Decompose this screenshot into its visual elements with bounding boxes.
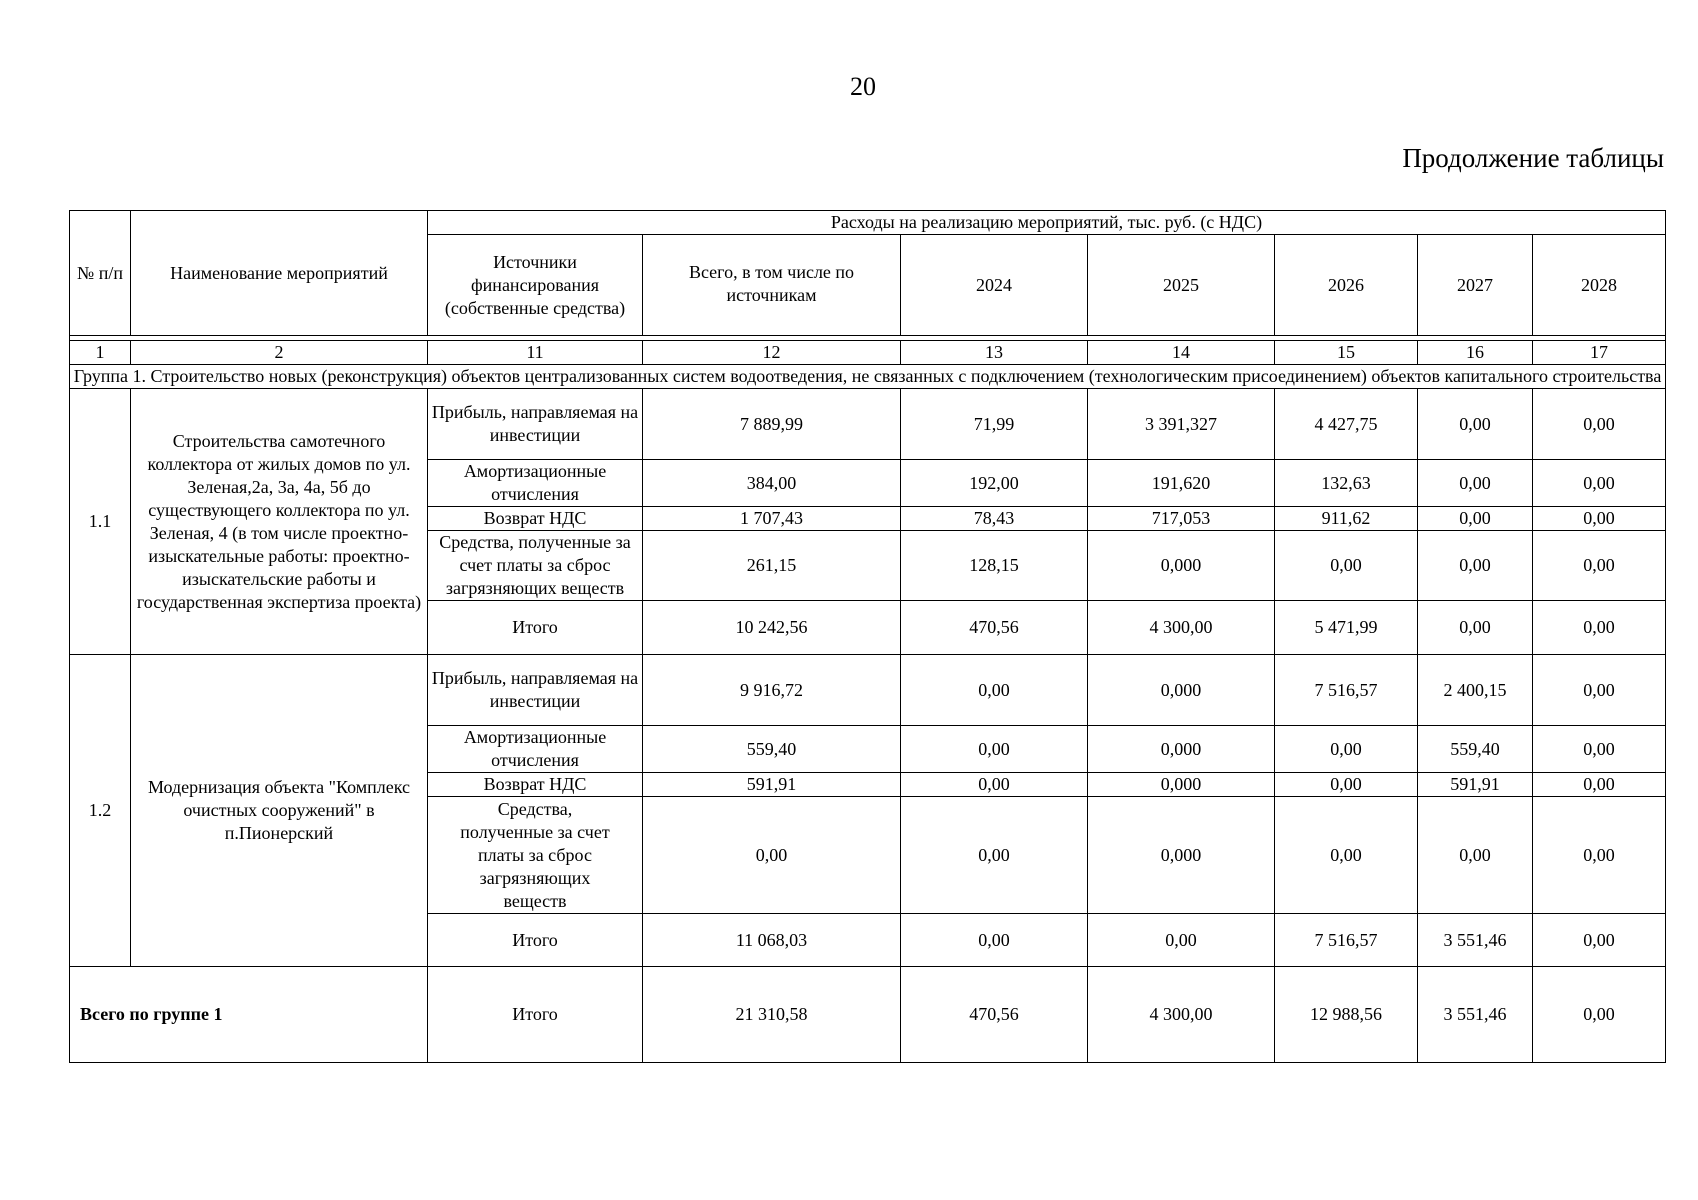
value-cell: 191,620	[1088, 460, 1275, 507]
value-cell: 5 471,99	[1275, 601, 1418, 655]
value-cell: 0,00	[1418, 601, 1533, 655]
expenses-table	[69, 210, 1666, 1063]
value-cell: 0,00	[1418, 797, 1533, 914]
value-cell: 78,43	[901, 507, 1088, 531]
header-year: 2025	[1088, 235, 1275, 336]
header-total: Всего, в том числе по источникам	[643, 235, 901, 336]
value-cell: 0,00	[1533, 914, 1666, 967]
value-cell: 0,00	[901, 914, 1088, 967]
value-cell: 0,00	[1418, 507, 1533, 531]
value-cell: 559,40	[1418, 726, 1533, 773]
value-cell: 470,56	[901, 601, 1088, 655]
item-name: Модернизация объекта "Комплекс очистных сооружений" в п.Пионерский	[131, 655, 428, 967]
value-cell: 21 310,58	[643, 967, 901, 1063]
value-cell: 0,00	[1533, 797, 1666, 914]
group-title: Группа 1. Строительство новых (реконструкция) объектов централизованных систем водоотведения, не связанных с подключением (технологическим присоединением) объектов капитального строительства	[70, 365, 1666, 389]
column-numbers-row	[70, 341, 1666, 365]
source-cell: Возврат НДС	[428, 773, 643, 797]
value-cell: 0,00	[1275, 797, 1418, 914]
column-number: 12	[643, 341, 901, 365]
table-row	[70, 655, 1666, 726]
value-cell: 717,053	[1088, 507, 1275, 531]
value-cell: 0,00	[1533, 531, 1666, 601]
value-cell: 71,99	[901, 389, 1088, 460]
group-total-row	[70, 967, 1666, 1063]
source-cell: Средства, полученные за счет платы за сброс загрязняющих веществ	[428, 797, 643, 914]
value-cell: 0,000	[1088, 531, 1275, 601]
value-cell: 3 551,46	[1418, 914, 1533, 967]
column-number: 2	[131, 341, 428, 365]
value-cell: 911,62	[1275, 507, 1418, 531]
value-cell: 11 068,03	[643, 914, 901, 967]
header-year: 2027	[1418, 235, 1533, 336]
value-cell: 7 516,57	[1275, 914, 1418, 967]
value-cell: 0,00	[1275, 773, 1418, 797]
value-cell: 7 889,99	[643, 389, 901, 460]
source-cell: Прибыль, направляемая на инвестиции	[428, 389, 643, 460]
column-number: 16	[1418, 341, 1533, 365]
value-cell: 0,00	[901, 726, 1088, 773]
value-cell: 0,00	[901, 797, 1088, 914]
header-num: № п/п	[70, 211, 131, 336]
header-expenses: Расходы на реализацию мероприятий, тыс. руб. (с НДС)	[428, 211, 1666, 235]
value-cell: 0,000	[1088, 655, 1275, 726]
value-cell: 0,00	[1275, 726, 1418, 773]
value-cell: 192,00	[901, 460, 1088, 507]
column-number: 13	[901, 341, 1088, 365]
value-cell: 10 242,56	[643, 601, 901, 655]
continuation-label: Продолжение таблицы	[1402, 143, 1664, 173]
source-cell: Амортизационные отчисления	[428, 726, 643, 773]
value-cell: 7 516,57	[1275, 655, 1418, 726]
value-cell: 128,15	[901, 531, 1088, 601]
value-cell: 12 988,56	[1275, 967, 1418, 1063]
value-cell: 0,00	[1533, 601, 1666, 655]
header-year: 2024	[901, 235, 1088, 336]
value-cell: 0,00	[1533, 726, 1666, 773]
value-cell: 1 707,43	[643, 507, 901, 531]
group-total-label: Всего по группе 1	[70, 967, 428, 1063]
column-number: 15	[1275, 341, 1418, 365]
value-cell: 0,00	[1418, 531, 1533, 601]
value-cell: 4 300,00	[1088, 967, 1275, 1063]
header-year: 2028	[1533, 235, 1666, 336]
value-cell: 0,00	[1533, 460, 1666, 507]
value-cell: 0,00	[1418, 460, 1533, 507]
value-cell: 2 400,15	[1418, 655, 1533, 726]
value-cell: 0,00	[1418, 389, 1533, 460]
value-cell: 3 391,327	[1088, 389, 1275, 460]
header-name: Наименование мероприятий	[131, 211, 428, 336]
source-cell: Прибыль, направляемая на инвестиции	[428, 655, 643, 726]
value-cell: 0,000	[1088, 797, 1275, 914]
value-cell: 0,00	[1533, 507, 1666, 531]
value-cell: 0,000	[1088, 726, 1275, 773]
value-cell: 3 551,46	[1418, 967, 1533, 1063]
column-number: 17	[1533, 341, 1666, 365]
item-name: Строительства самотечного коллектора от жилых домов по ул. Зеленая,2а, 3а, 4а, 5б до существующего коллектора по ул. Зеленая, 4 (в том числе проектно-изыскательные работы: проектно-изыскательские работы и государственная экспертиза проекта)	[131, 389, 428, 655]
item-number: 1.2	[70, 655, 131, 967]
value-cell: 384,00	[643, 460, 901, 507]
table-row	[70, 389, 1666, 460]
value-cell: 559,40	[643, 726, 901, 773]
value-cell: 470,56	[901, 967, 1088, 1063]
column-number: 11	[428, 341, 643, 365]
value-cell: 0,00	[1533, 389, 1666, 460]
item-number: 1.1	[70, 389, 131, 655]
source-cell: Средства, полученные за счет платы за сброс загрязняющих веществ	[428, 531, 643, 601]
source-cell: Итого	[428, 601, 643, 655]
column-number: 14	[1088, 341, 1275, 365]
value-cell: 9 916,72	[643, 655, 901, 726]
header-sources: Источники финансирования (собственные средства)	[428, 235, 643, 336]
header-year: 2026	[1275, 235, 1418, 336]
value-cell: 0,00	[901, 655, 1088, 726]
value-cell: 591,91	[1418, 773, 1533, 797]
source-cell: Итого	[428, 914, 643, 967]
source-cell: Амортизационные отчисления	[428, 460, 643, 507]
value-cell: 4 300,00	[1088, 601, 1275, 655]
value-cell: 4 427,75	[1275, 389, 1418, 460]
source-cell: Итого	[428, 967, 643, 1063]
value-cell: 0,000	[1088, 773, 1275, 797]
value-cell: 0,00	[1533, 773, 1666, 797]
value-cell: 261,15	[643, 531, 901, 601]
source-cell: Возврат НДС	[428, 507, 643, 531]
value-cell: 0,00	[1533, 655, 1666, 726]
value-cell: 0,00	[1275, 531, 1418, 601]
value-cell: 132,63	[1275, 460, 1418, 507]
value-cell: 0,00	[1533, 967, 1666, 1063]
value-cell: 591,91	[643, 773, 901, 797]
page-number: 20	[850, 72, 876, 101]
value-cell: 0,00	[1088, 914, 1275, 967]
value-cell: 0,00	[901, 773, 1088, 797]
column-number: 1	[70, 341, 131, 365]
value-cell: 0,00	[643, 797, 901, 914]
group-title-row	[70, 365, 1666, 389]
